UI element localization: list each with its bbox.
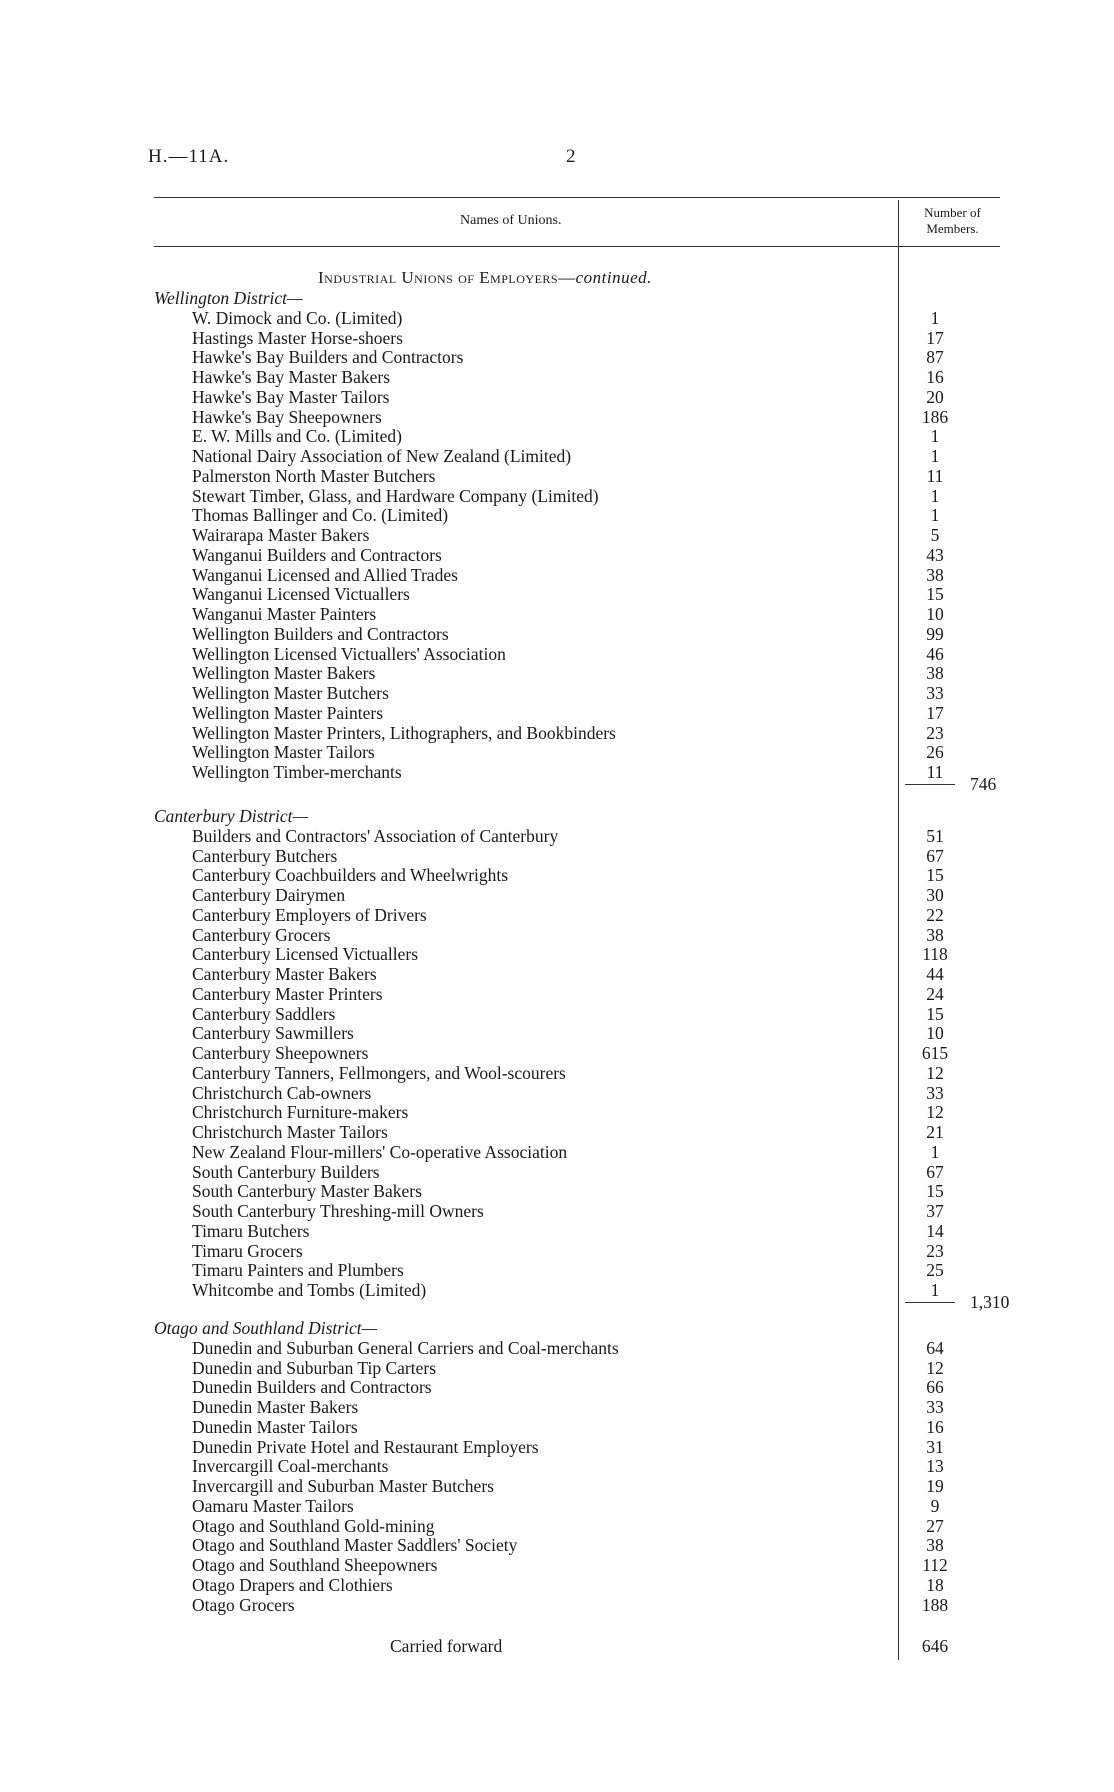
table-row [0,1555,1114,1575]
table-row [0,984,1114,1004]
column-header-members [905,205,1000,237]
table-row [0,1221,1114,1241]
table-row [0,905,1114,925]
section-title [318,268,652,288]
union-name: Canterbury Sawmillers [192,1023,354,1044]
table-top-rule [154,197,1000,198]
union-name: Otago and Southland Gold-mining [192,1515,435,1536]
member-count: 13 [926,1456,944,1477]
member-count: 1 [930,426,940,447]
member-count: 10 [926,604,944,624]
union-name: Whitcombe and Tombs (Limited) [192,1280,427,1300]
union-name: Dunedin Builders and Contractors [192,1377,432,1398]
member-count: 15 [926,1003,944,1024]
table-row [0,1516,1114,1536]
table-row [0,885,1114,905]
member-count: 25 [926,1260,944,1281]
member-count: 51 [926,825,944,846]
union-name: Hawke's Bay Builders and Contractors [192,347,464,368]
table-row [0,663,1114,683]
union-name: Christchurch Master Tailors [192,1122,388,1142]
district-heading [0,288,1114,308]
union-name: Wellington Builders and Contractors [192,623,449,644]
member-count: 23 [926,722,944,743]
table-row [0,1122,1114,1142]
district-name: Otago and Southland District— [154,1318,378,1338]
union-name: Wanganui Licensed Victuallers [192,584,410,605]
table-row [0,1437,1114,1457]
union-name: Thomas Ballinger and Co. (Limited) [192,505,449,526]
table-row [0,446,1114,466]
district-name: Wellington District— [154,288,303,308]
member-count: 10 [926,1023,944,1044]
table-row [0,1004,1114,1024]
member-count: 30 [926,885,944,905]
union-name: Christchurch Furniture-makers [192,1102,409,1123]
member-count: 33 [926,1082,944,1103]
union-name: Canterbury Master Bakers [192,964,377,984]
table-row [0,964,1114,984]
member-count: 19 [926,1476,944,1496]
member-count: 186 [921,406,949,427]
district-subtotal: 746 [970,773,997,794]
union-name: E. W. Mills and Co. (Limited) [192,426,402,447]
district-heading [0,1318,1114,1338]
subtotal-rule [905,1302,955,1303]
member-count: 12 [926,1102,944,1123]
district-heading [0,806,1114,826]
table-row [0,1063,1114,1083]
member-count: 1 [930,446,940,466]
district-name: Canterbury District— [154,806,309,826]
member-count: 12 [926,1062,944,1083]
union-name: Builders and Contractors' Association of Canterbury [192,825,559,846]
member-count: 38 [926,924,944,945]
union-name: Canterbury Dairymen [192,885,346,905]
member-count: 17 [926,327,944,348]
union-name: Canterbury Master Printers [192,983,383,1004]
member-count: 37 [926,1201,944,1221]
member-count: 33 [926,1397,944,1417]
table-row [0,1181,1114,1201]
subtotal-rule [905,784,955,785]
union-name: Wellington Master Bakers [192,663,376,684]
table-row [0,1377,1114,1397]
table-row [0,1338,1114,1358]
table-row [0,584,1114,604]
table-row [0,426,1114,446]
member-count: 9 [930,1495,940,1516]
union-name: Palmerston North Master Butchers [192,465,436,486]
table-row [0,1595,1114,1615]
union-name: Hawke's Bay Sheepowners [192,406,382,427]
union-name: New Zealand Flour-millers' Co-operative Association [192,1141,568,1162]
member-count: 66 [926,1377,944,1398]
district-subtotal: 1,310 [970,1291,1010,1312]
member-count: 24 [926,983,944,1004]
table-row [0,925,1114,945]
union-name: Dunedin Master Bakers [192,1397,359,1417]
member-count: 31 [926,1436,944,1457]
table-row [0,944,1114,964]
union-name: Canterbury Sheepowners [192,1043,369,1063]
member-count: 18 [926,1574,944,1595]
member-count: 16 [926,1416,944,1437]
union-name: Otago Drapers and Clothiers [192,1574,393,1595]
table-row [0,742,1114,762]
member-count: 46 [926,643,944,664]
union-name: Dunedin and Suburban Tip Carters [192,1357,437,1378]
member-count: 1 [930,307,940,328]
section-title-text: Industrial Unions of Employers— [318,268,576,287]
table-row [0,1280,1114,1300]
union-name: Wellington Timber-merchants [192,762,402,782]
member-count: 38 [926,564,944,585]
union-name: Wellington Master Butchers [192,683,389,703]
union-name: Wellington Master Printers, Lithographers, and Bookbinders [192,722,616,743]
union-name: Oamaru Master Tailors [192,1495,354,1516]
member-count: 87 [926,347,944,368]
table-row [0,846,1114,866]
member-count: 99 [926,623,944,644]
table-row [0,826,1114,846]
carried-forward-value: 646 [921,1636,949,1656]
column-header-members-line2: Members. [926,221,979,236]
header-bottom-rule [154,246,1000,247]
member-count: 16 [926,367,944,387]
member-count: 38 [926,663,944,684]
table-row [0,1417,1114,1437]
union-name: South Canterbury Builders [192,1161,380,1182]
union-name: Christchurch Cab-owners [192,1082,372,1103]
page-header-ref: H.—11A. [148,146,230,167]
table-row [0,466,1114,486]
table-row [0,1496,1114,1516]
member-count: 33 [926,683,944,703]
member-count: 17 [926,702,944,723]
member-count: 1 [930,1141,940,1162]
table-row [0,723,1114,743]
union-name: Wairarapa Master Bakers [192,525,370,545]
table-row [0,1201,1114,1221]
member-count: 23 [926,1240,944,1261]
union-name: Otago and Southland Sheepowners [192,1555,438,1575]
union-name: Hawke's Bay Master Bakers [192,367,391,387]
table-row [0,308,1114,328]
member-count: 5 [930,525,940,545]
member-count: 15 [926,584,944,605]
table-row [0,1162,1114,1182]
member-count: 188 [921,1594,949,1615]
table-row [0,328,1114,348]
union-name: Hawke's Bay Master Tailors [192,386,390,407]
union-name: Wanganui Builders and Contractors [192,544,442,565]
member-count: 615 [921,1043,949,1063]
union-name: Canterbury Coachbuilders and Wheelwrights [192,865,509,886]
page-number: 2 [566,146,576,167]
union-name: Canterbury Butchers [192,845,338,866]
table-row [0,624,1114,644]
member-count: 67 [926,1161,944,1182]
union-name: Dunedin Master Tailors [192,1416,358,1437]
member-count: 43 [926,544,944,565]
table-row [0,387,1114,407]
union-name: Timaru Grocers [192,1240,303,1261]
union-name: Otago and Southland Master Saddlers' Society [192,1535,518,1556]
member-count: 38 [926,1535,944,1556]
member-count: 1 [930,485,940,506]
table-row [0,367,1114,387]
union-name: Timaru Painters and Plumbers [192,1260,404,1281]
union-name: Canterbury Saddlers [192,1003,336,1024]
union-name: Canterbury Tanners, Fellmongers, and Wool-scourers [192,1062,566,1083]
table-row [0,1456,1114,1476]
table-row [0,525,1114,545]
member-count: 67 [926,845,944,866]
table-row [0,545,1114,565]
union-name: Dunedin and Suburban General Carriers and Coal-merchants [192,1337,619,1358]
table-row [0,1023,1114,1043]
union-name: National Dairy Association of New Zealand (Limited) [192,446,572,466]
table-row [0,644,1114,664]
member-count: 27 [926,1515,944,1536]
union-name: Invercargill and Suburban Master Butchers [192,1476,494,1496]
table-row [0,865,1114,885]
union-name: Canterbury Grocers [192,924,331,945]
union-name: Wellington Master Tailors [192,742,375,763]
member-count: 15 [926,1181,944,1202]
union-name: Wanganui Master Painters [192,604,377,624]
member-count: 26 [926,742,944,763]
table-row [0,604,1114,624]
member-count: 44 [926,964,944,984]
union-name: Timaru Butchers [192,1220,310,1241]
union-name: South Canterbury Master Bakers [192,1181,422,1202]
table-row [0,565,1114,585]
member-count: 21 [926,1122,944,1142]
union-name: Wellington Master Painters [192,702,384,723]
table-row [0,1043,1114,1063]
union-name: Wellington Licensed Victuallers' Association [192,643,506,664]
carried-forward-row [0,1636,1114,1656]
member-count: 118 [922,944,948,965]
union-name: Wanganui Licensed and Allied Trades [192,564,458,585]
member-count: 11 [926,465,944,486]
table-row [0,683,1114,703]
union-name: Canterbury Licensed Victuallers [192,944,419,965]
member-count: 20 [926,386,944,407]
section-title-continued: continued. [575,268,652,287]
table-row [0,1575,1114,1595]
table-row [0,1083,1114,1103]
carried-forward-label: Carried forward [390,1636,503,1656]
column-header-members-line1: Number of [924,205,981,220]
table-row [0,1397,1114,1417]
member-count: 64 [926,1337,944,1358]
union-name: Stewart Timber, Glass, and Hardware Company (Limited) [192,485,599,506]
union-name: Dunedin Private Hotel and Restaurant Employers [192,1436,539,1457]
table-row [0,762,1114,782]
table-row [0,1241,1114,1261]
table-row [0,1142,1114,1162]
table-row [0,1535,1114,1555]
member-count: 112 [922,1555,948,1575]
union-name: Canterbury Employers of Drivers [192,904,427,925]
union-name: Hastings Master Horse-shoers [192,327,403,348]
table-row [0,407,1114,427]
member-count: 1 [930,505,940,526]
union-name: Otago Grocers [192,1594,295,1615]
table-row [0,1260,1114,1280]
table-row [0,347,1114,367]
table-row [0,1102,1114,1122]
member-count: 15 [926,865,944,886]
table-row [0,703,1114,723]
union-name: W. Dimock and Co. (Limited) [192,307,403,328]
column-header-names: Names of Unions. [460,213,562,228]
table-row [0,505,1114,525]
member-count: 14 [926,1220,944,1241]
table-row [0,486,1114,506]
table-row [0,1476,1114,1496]
table-row [0,1358,1114,1378]
member-count: 22 [926,904,944,925]
member-count: 11 [926,762,944,782]
union-name: Invercargill Coal-merchants [192,1456,389,1477]
member-count: 1 [930,1280,940,1300]
member-count: 12 [926,1357,944,1378]
union-name: South Canterbury Threshing-mill Owners [192,1201,484,1221]
